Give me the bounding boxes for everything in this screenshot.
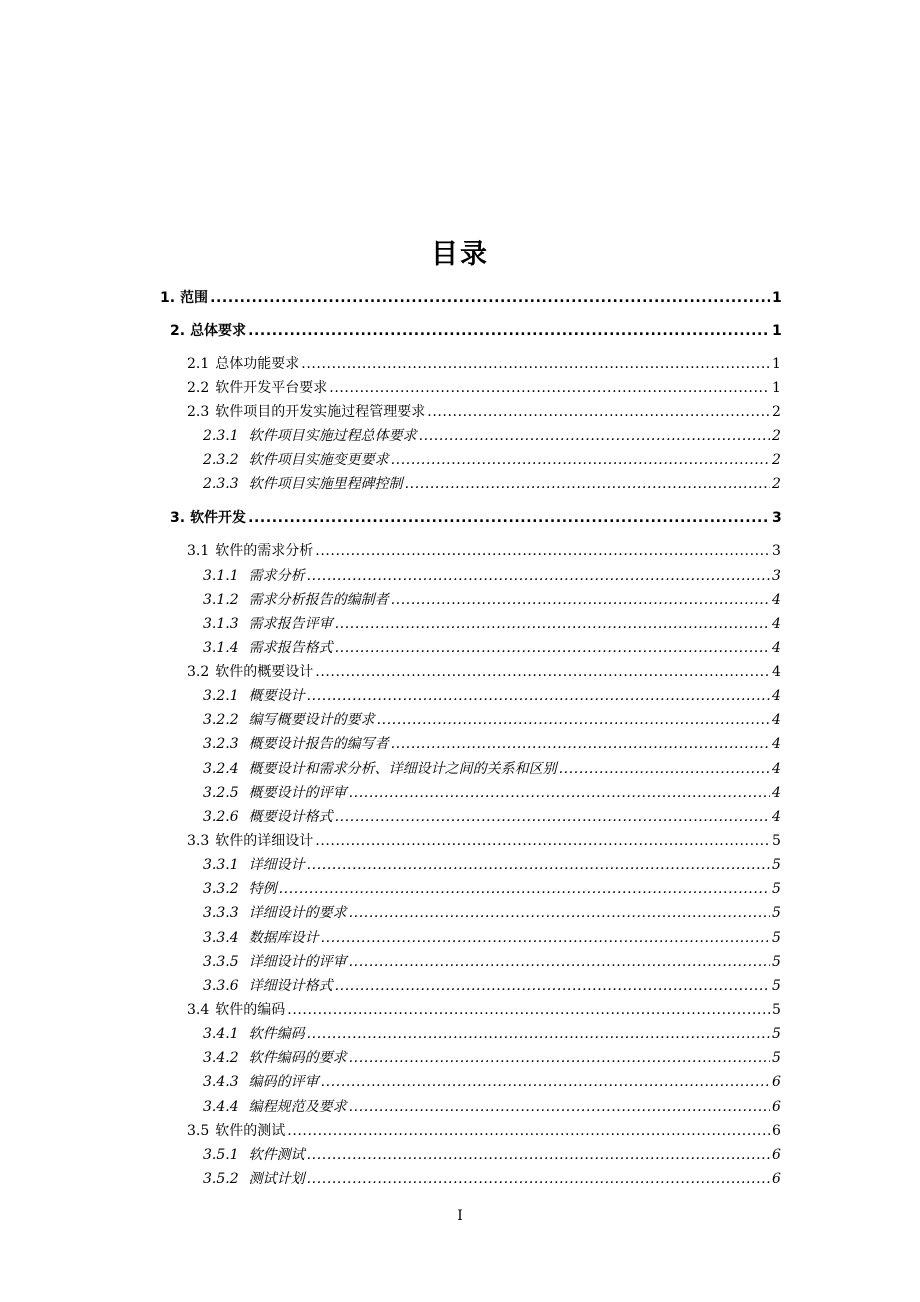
toc-page-number: 5 <box>772 930 781 946</box>
toc-label: 软件编码的要求 <box>248 1050 347 1066</box>
toc-entry[interactable] <box>203 709 780 731</box>
toc-page-number: 5 <box>772 905 781 921</box>
toc-page-number: 3 <box>772 568 781 584</box>
toc-number: 2.2 <box>187 380 210 396</box>
dot-leader <box>307 1027 770 1041</box>
toc-page-number: 6 <box>772 1074 781 1090</box>
toc-entry[interactable] <box>203 589 780 611</box>
toc-entry[interactable] <box>203 473 780 495</box>
toc-page-number: 5 <box>772 857 781 873</box>
toc-label: 测试计划 <box>248 1171 305 1187</box>
dot-leader <box>377 713 770 727</box>
toc-number: 2.3.3 <box>203 476 239 492</box>
toc-number: 3.2.1 <box>203 688 239 704</box>
toc-entry[interactable] <box>203 1047 780 1069</box>
toc-number: 3.4.4 <box>203 1099 239 1115</box>
dot-leader <box>335 617 770 631</box>
toc-entry[interactable] <box>203 1096 780 1118</box>
toc-number: 1. <box>160 290 176 306</box>
toc-number: 3.5 <box>187 1123 210 1139</box>
toc-page-number: 4 <box>772 736 781 752</box>
toc-number: 2.3.2 <box>203 452 239 468</box>
toc-number: 2. <box>170 323 186 339</box>
toc-entry[interactable] <box>203 758 780 780</box>
toc-label: 概要设计 <box>248 688 305 704</box>
toc-page-number: 5 <box>772 1026 781 1042</box>
dot-leader <box>335 979 770 993</box>
dot-leader <box>335 641 770 655</box>
toc-number: 3.3.5 <box>203 954 239 970</box>
dot-leader <box>307 1172 770 1186</box>
page-footer-number: I <box>457 1208 463 1224</box>
toc-number: 3.1.2 <box>203 592 239 608</box>
dot-leader <box>287 1003 770 1017</box>
toc-label: 软件开发 <box>190 510 247 526</box>
toc-number: 3.3 <box>187 833 210 849</box>
dot-leader <box>307 569 770 583</box>
toc-label: 软件的编码 <box>215 1002 286 1018</box>
toc-page-number: 6 <box>772 1099 781 1115</box>
toc-number: 3.5.2 <box>203 1171 239 1187</box>
toc-number: 2.1 <box>187 356 210 372</box>
dot-leader <box>419 429 770 443</box>
toc-label: 概要设计和需求分析、详细设计之间的关系和区别 <box>248 761 557 777</box>
dot-leader <box>307 689 770 703</box>
toc-label: 软件的需求分析 <box>215 543 314 559</box>
toc-number: 3.1 <box>187 543 210 559</box>
toc-entry[interactable] <box>203 902 780 924</box>
toc-page-number: 4 <box>772 785 781 801</box>
toc-number: 3. <box>170 510 186 526</box>
toc-label: 需求分析报告的编制者 <box>248 592 389 608</box>
dot-leader <box>210 291 770 305</box>
toc-entry[interactable] <box>187 377 780 399</box>
toc-entry[interactable] <box>187 401 780 423</box>
toc-entry[interactable] <box>203 782 780 804</box>
toc-page-number: 4 <box>772 592 781 608</box>
dot-leader <box>301 357 770 371</box>
toc-entry[interactable] <box>203 1168 780 1190</box>
toc-entry[interactable] <box>187 540 780 562</box>
toc-page-number: 5 <box>772 978 781 994</box>
toc-label: 软件的测试 <box>215 1123 286 1139</box>
toc-page-number: 5 <box>772 954 781 970</box>
toc-entry[interactable] <box>203 927 780 949</box>
toc-page-number: 1 <box>772 356 781 372</box>
toc-label: 软件的概要设计 <box>215 664 314 680</box>
toc-entry[interactable] <box>203 806 780 828</box>
toc-page-number: 5 <box>772 881 781 897</box>
dot-leader <box>279 882 770 896</box>
toc-page-number: 4 <box>772 688 781 704</box>
toc-page-number: 6 <box>772 1171 781 1187</box>
toc-number: 3.1.3 <box>203 616 239 632</box>
toc-number: 3.3.1 <box>203 857 239 873</box>
toc-page-number: 2 <box>772 428 781 444</box>
toc-number: 3.2.2 <box>203 712 239 728</box>
toc-number: 3.2 <box>187 664 210 680</box>
toc-entry[interactable] <box>187 661 780 683</box>
toc-label: 详细设计格式 <box>248 978 333 994</box>
toc-entry[interactable] <box>203 951 780 973</box>
toc-label: 范围 <box>180 290 209 306</box>
dot-leader <box>329 381 770 395</box>
toc-entry[interactable] <box>187 353 780 375</box>
toc-number: 3.4.1 <box>203 1026 239 1042</box>
toc-label: 详细设计的要求 <box>248 905 347 921</box>
toc-number: 3.4.3 <box>203 1074 239 1090</box>
dot-leader <box>427 405 770 419</box>
toc-page-number: 2 <box>772 404 781 420</box>
toc-number: 3.2.3 <box>203 736 239 752</box>
toc-number: 3.3.2 <box>203 881 239 897</box>
toc-page-number: 6 <box>772 1147 781 1163</box>
toc-entry[interactable] <box>203 733 780 755</box>
toc-number: 3.2.4 <box>203 761 239 777</box>
toc-label: 软件的详细设计 <box>215 833 314 849</box>
toc-label: 软件项目实施里程碑控制 <box>248 476 403 492</box>
toc-entry[interactable] <box>203 1023 780 1045</box>
toc-page-number: 2 <box>772 452 781 468</box>
toc-number: 3.4.2 <box>203 1050 239 1066</box>
toc-entry[interactable] <box>203 1071 780 1093</box>
dot-leader <box>315 834 770 848</box>
toc-label: 总体要求 <box>190 323 247 339</box>
toc-label: 软件项目实施过程总体要求 <box>248 428 417 444</box>
toc-entry[interactable] <box>203 685 780 707</box>
toc-entry[interactable] <box>203 854 780 876</box>
toc-number: 2.3.1 <box>203 428 239 444</box>
toc-label: 软件编码 <box>248 1026 305 1042</box>
dot-leader <box>307 858 770 872</box>
toc-page-number: 5 <box>772 1050 781 1066</box>
toc-label: 概要设计报告的编写者 <box>248 736 389 752</box>
dot-leader <box>391 737 770 751</box>
toc-label: 编程规范及要求 <box>248 1099 347 1115</box>
toc-entry[interactable] <box>187 830 780 852</box>
toc-number: 3.2.5 <box>203 785 239 801</box>
toc-entry[interactable] <box>187 999 780 1021</box>
dot-leader <box>349 1051 770 1065</box>
toc-entry[interactable] <box>160 287 780 309</box>
toc-label: 编码的评审 <box>248 1074 319 1090</box>
toc-entry[interactable] <box>203 449 780 471</box>
toc-label: 软件开发平台要求 <box>215 380 328 396</box>
toc-page-number: 4 <box>772 761 781 777</box>
toc-page-number: 3 <box>772 543 781 559</box>
toc-entry[interactable] <box>203 613 780 635</box>
toc-number: 3.3.6 <box>203 978 239 994</box>
dot-leader <box>349 955 770 969</box>
toc-number: 3.1.1 <box>203 568 239 584</box>
dot-leader <box>349 786 770 800</box>
toc-label: 需求报告格式 <box>248 640 333 656</box>
toc-page-number: 4 <box>772 664 781 680</box>
toc-label: 需求分析 <box>248 568 305 584</box>
toc-entry[interactable] <box>203 425 780 447</box>
toc-number: 3.3.3 <box>203 905 239 921</box>
toc-label: 详细设计的评审 <box>248 954 347 970</box>
toc-page-number: 4 <box>772 616 781 632</box>
toc-page-number: 4 <box>772 712 781 728</box>
toc-page-number: 5 <box>772 833 781 849</box>
toc-label: 详细设计 <box>248 857 305 873</box>
dot-leader <box>559 762 770 776</box>
dot-leader <box>335 810 770 824</box>
dot-leader <box>391 453 770 467</box>
dot-leader <box>248 511 770 525</box>
toc-label: 总体功能要求 <box>215 356 300 372</box>
dot-leader <box>315 544 770 558</box>
toc-entry[interactable] <box>203 565 780 587</box>
dot-leader <box>315 665 770 679</box>
dot-leader <box>349 1100 770 1114</box>
toc-page-number: 4 <box>772 809 781 825</box>
toc-page-number: 3 <box>772 510 782 526</box>
dot-leader <box>321 931 770 945</box>
toc-page-number: 6 <box>772 1123 781 1139</box>
toc-number: 2.3 <box>187 404 210 420</box>
toc-entry[interactable] <box>187 1120 780 1142</box>
toc-page-number: 1 <box>772 380 781 396</box>
toc-number: 3.5.1 <box>203 1147 239 1163</box>
page-title: 目录 <box>431 239 489 270</box>
toc-label: 概要设计格式 <box>248 809 333 825</box>
toc-entry[interactable] <box>203 1144 780 1166</box>
toc-entry[interactable] <box>203 637 780 659</box>
toc-page-number: 1 <box>772 323 782 339</box>
toc-label: 软件测试 <box>248 1147 305 1163</box>
dot-leader <box>287 1124 770 1138</box>
toc-label: 软件项目实施变更要求 <box>248 452 389 468</box>
toc-label: 概要设计的评审 <box>248 785 347 801</box>
toc-page-number: 2 <box>772 476 781 492</box>
toc-page-number: 4 <box>772 640 781 656</box>
toc-entry[interactable] <box>203 975 780 997</box>
toc-page-number: 1 <box>772 290 782 306</box>
dot-leader <box>248 324 770 338</box>
toc-entry[interactable] <box>170 507 780 529</box>
toc-label: 软件项目的开发实施过程管理要求 <box>215 404 426 420</box>
toc-label: 数据库设计 <box>248 930 319 946</box>
dot-leader <box>405 477 770 491</box>
dot-leader <box>307 1148 770 1162</box>
dot-leader <box>349 906 770 920</box>
toc-number: 3.1.4 <box>203 640 239 656</box>
toc-label: 特例 <box>248 881 277 897</box>
dot-leader <box>391 593 770 607</box>
toc-label: 编写概要设计的要求 <box>248 712 375 728</box>
toc-label: 需求报告评审 <box>248 616 333 632</box>
toc-number: 3.4 <box>187 1002 210 1018</box>
toc-entry[interactable] <box>170 320 780 342</box>
toc-number: 3.3.4 <box>203 930 239 946</box>
toc-entry[interactable] <box>203 878 780 900</box>
dot-leader <box>321 1075 770 1089</box>
toc-number: 3.2.6 <box>203 809 239 825</box>
toc-page-number: 5 <box>772 1002 781 1018</box>
